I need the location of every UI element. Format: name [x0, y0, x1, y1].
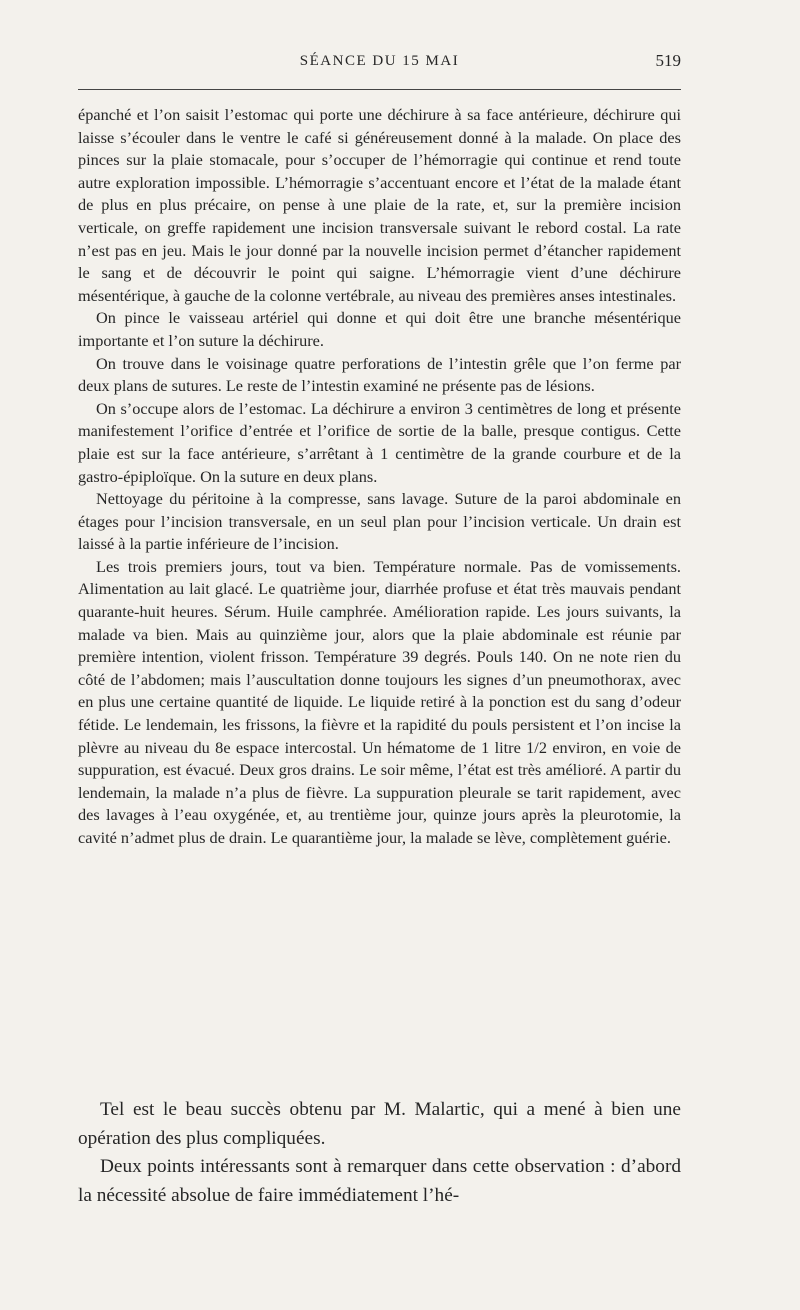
running-title: SÉANCE DU 15 MAI: [299, 53, 460, 69]
page-number: 519: [655, 51, 681, 70]
paragraph: Nettoyage du péritoine à la compresse, sans lavage. Suture de la paroi abdominale en étages pour l’incision transversale, en un seul plan pour l’incision verticale. Un drain est laissé à la partie inférieure de l’incision.: [78, 489, 681, 554]
header-rule: [78, 89, 681, 90]
paragraph: Deux points intéressants sont à remarquer dans cette observation : d’abord la nécessité absolue de faire immédiatement l’hé-: [78, 1156, 681, 1206]
paragraph: Les trois premiers jours, tout va bien. Température normale. Pas de vomissements. Alimentation au lait glacé. Le quatrième jour, diarrhée profuse et état très mauvais pendant quarante-huit heures. Sérum. Huile camphrée. Amélioration rapide. Les jours suivants, la malade va bien. Mais au quinzième jour, alors que la plaie abdominale est réunie par première intention, violent frisson. Température 39 degrés. Pouls 140. On ne note rien du côté de l’abdomen; mais l’auscultation donne toujours les signes d’un pneumothorax, avec en plus une certaine quantité de liquide. Le liquide retiré à la ponction est du sang d’odeur fétide. Le lendemain, les frissons, la fièvre et la rapidité du pouls persistent et l’on incise la plèvre au niveau du 8e espace intercostal. Un hématome de 1 litre 1/2 environ, en voie de suppuration, est évacué. Deux gros drains. Le soir même, l’état est très amélioré. A partir du lendemain, la malade n’a plus de fièvre. La suppuration pleurale se tarit rapidement, avec des lavages à l’eau oxygénée, et, au trentième jour, quinze jours après la pleurotomie, la cavité n’admet plus de drain. Le quarantième jour, la malade se lève, complètement guérie.: [78, 556, 681, 847]
observation-text: [78, 104, 681, 850]
paragraph: On trouve dans le voisinage quatre perforations de l’intestin grêle que l’on ferme par deux plans de sutures. Le reste de l’intestin examiné ne présente pas de lésions.: [78, 353, 681, 396]
paragraph: On pince le vaisseau artériel qui donne et qui doit être une branche mésentérique importante et l’on suture la déchirure.: [78, 308, 681, 350]
discussion-text: [78, 1096, 681, 1210]
paragraph: On s’occupe alors de l’estomac. La déchirure a environ 3 centimètres de long et présente manifestement l’orifice d’entrée et l’orifice de sortie de la balle, presque contigus. Cette plaie est sur la face antérieure, s’arrêtant à 1 centimètre de la grande courbure et de la gastro-épiploïque. On la suture en deux plans.: [78, 398, 681, 486]
paragraph: épanché et l’on saisit l’estomac qui porte une déchirure à sa face antérieure, déchirure qui laisse s’écouler dans le ventre le café si généreusement donné à la malade. On place des pinces sur la plaie stomacale, pour s’occuper de l’hémorragie qui continue et rend toute autre exploration impossible. L’hémorragie s’accentuant encore et l’état de la malade étant de plus en plus précaire, on pense à une plaie de la rate, et, sur la première incision verticale, on greffe rapidement une incision transversale suivant le rebord costal. La rate n’est pas en jeu. Mais le jour donné par la nouvelle incision permet d’étancher rapidement le sang et de découvrir le point qui saigne. L’hémorragie vient d’une déchirure mésentérique, à gauche de la colonne vertébrale, au niveau des premières anses intestinales.: [78, 105, 681, 305]
page-header: [78, 48, 681, 74]
paragraph: Tel est le beau succès obtenu par M. Malartic, qui a mené à bien une opération des plus compliquées.: [78, 1099, 681, 1149]
